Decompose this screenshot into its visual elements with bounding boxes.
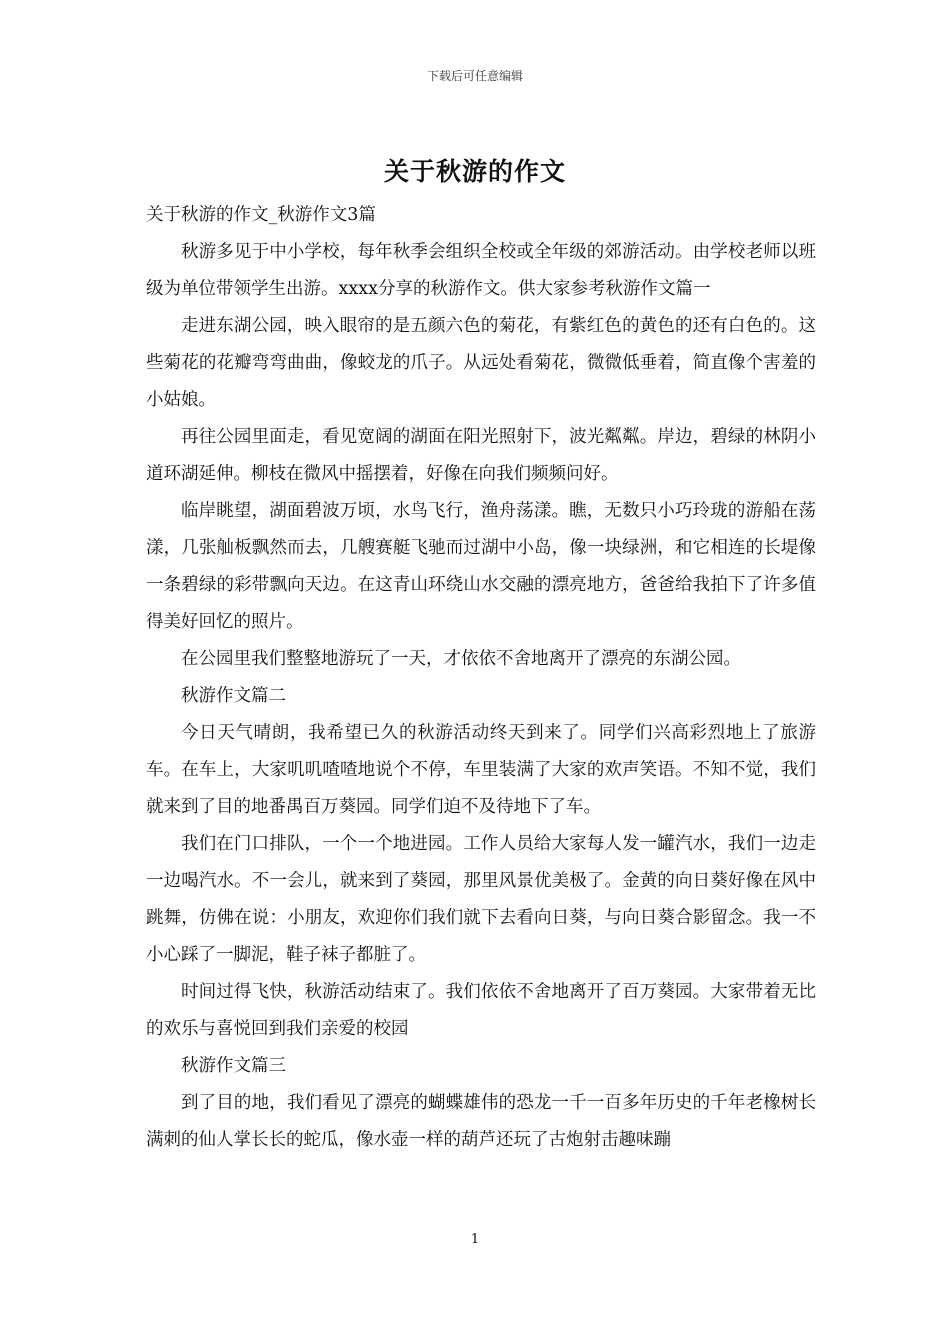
page-number: 1 (470, 1232, 480, 1247)
body-paragraph: 今日天气晴朗，我希望已久的秋游活动终天到来了。同学们兴高彩烈地上了旅游车。在车上，大家叽叽喳喳地说个不停，车里装满了大家的欢声笑语。不知不觉，我们就来到了目的地番禺百万葵园。同学们迫不及待地下了车。 (146, 723, 816, 817)
body-paragraph: 秋游多见于中小学校，每年秋季会组织全校或全年级的郊游活动。由学校老师以班级为单位带领学生出游。xxxx分享的秋游作文。供大家参考秋游作文篇一 (146, 242, 816, 299)
header-note: 下载后可任意编辑 (426, 69, 523, 83)
body-paragraph: 临岸眺望，湖面碧波万顷，水鸟飞行，渔舟荡漾。瞧，无数只小巧玲珑的游船在荡漾，几张舢板飘然而去，几艘赛艇飞驰而过湖中小岛，像一块绿洲，和它相连的长堤像一条碧绿的彩带飘向天边。在这青山环绕山水交融的漂亮地方，爸爸给我拍下了许多值得美好回忆的照片。 (146, 501, 816, 632)
document-title: 关于秋游的作文 (383, 157, 566, 186)
section-heading: 秋游作文篇三 (181, 1056, 286, 1076)
body-paragraph: 时间过得飞快，秋游活动结束了。我们依依不舍地离开了百万葵园。大家带着无比的欢乐与喜悦回到我们亲爱的校园 (146, 982, 816, 1039)
body-paragraph: 再往公园里面走，看见宽阔的湖面在阳光照射下，波光粼粼。岸边，碧绿的林阴小道环湖延伸。柳枝在微风中摇摆着，好像在向我们频频问好。 (146, 427, 816, 484)
document-body (146, 197, 816, 1159)
body-paragraph: 在公园里我们整整地游玩了一天，才依依不舍地离开了漂亮的东湖公园。 (181, 649, 741, 669)
body-paragraph: 到了目的地，我们看见了漂亮的蝴蝶雄伟的恐龙一千一百多年历史的千年老橡树长满刺的仙人掌长长的蛇瓜，像水壶一样的葫芦还玩了古炮射击趣味蹦 (146, 1093, 816, 1150)
body-paragraph: 我们在门口排队，一个一个地进园。工作人员给大家每人发一罐汽水，我们一边走一边喝汽水。不一会儿，就来到了葵园，那里风景优美极了。金黄的向日葵好像在风中跳舞，仿佛在说：小朋友，欢迎你们我们就下去看向日葵，与向日葵合影留念。我一不小心踩了一脚泥，鞋子袜子都脏了。 (146, 834, 816, 965)
subtitle-paragraph: 关于秋游的作文_秋游作文3篇 (146, 205, 376, 225)
section-heading: 秋游作文篇二 (181, 686, 286, 706)
body-paragraph: 走进东湖公园，映入眼帘的是五颜六色的菊花，有紫红色的黄色的还有白色的。这些菊花的花瓣弯弯曲曲，像蛟龙的爪子。从远处看菊花，微微低垂着，简直像个害羞的小姑娘。 (146, 316, 816, 410)
